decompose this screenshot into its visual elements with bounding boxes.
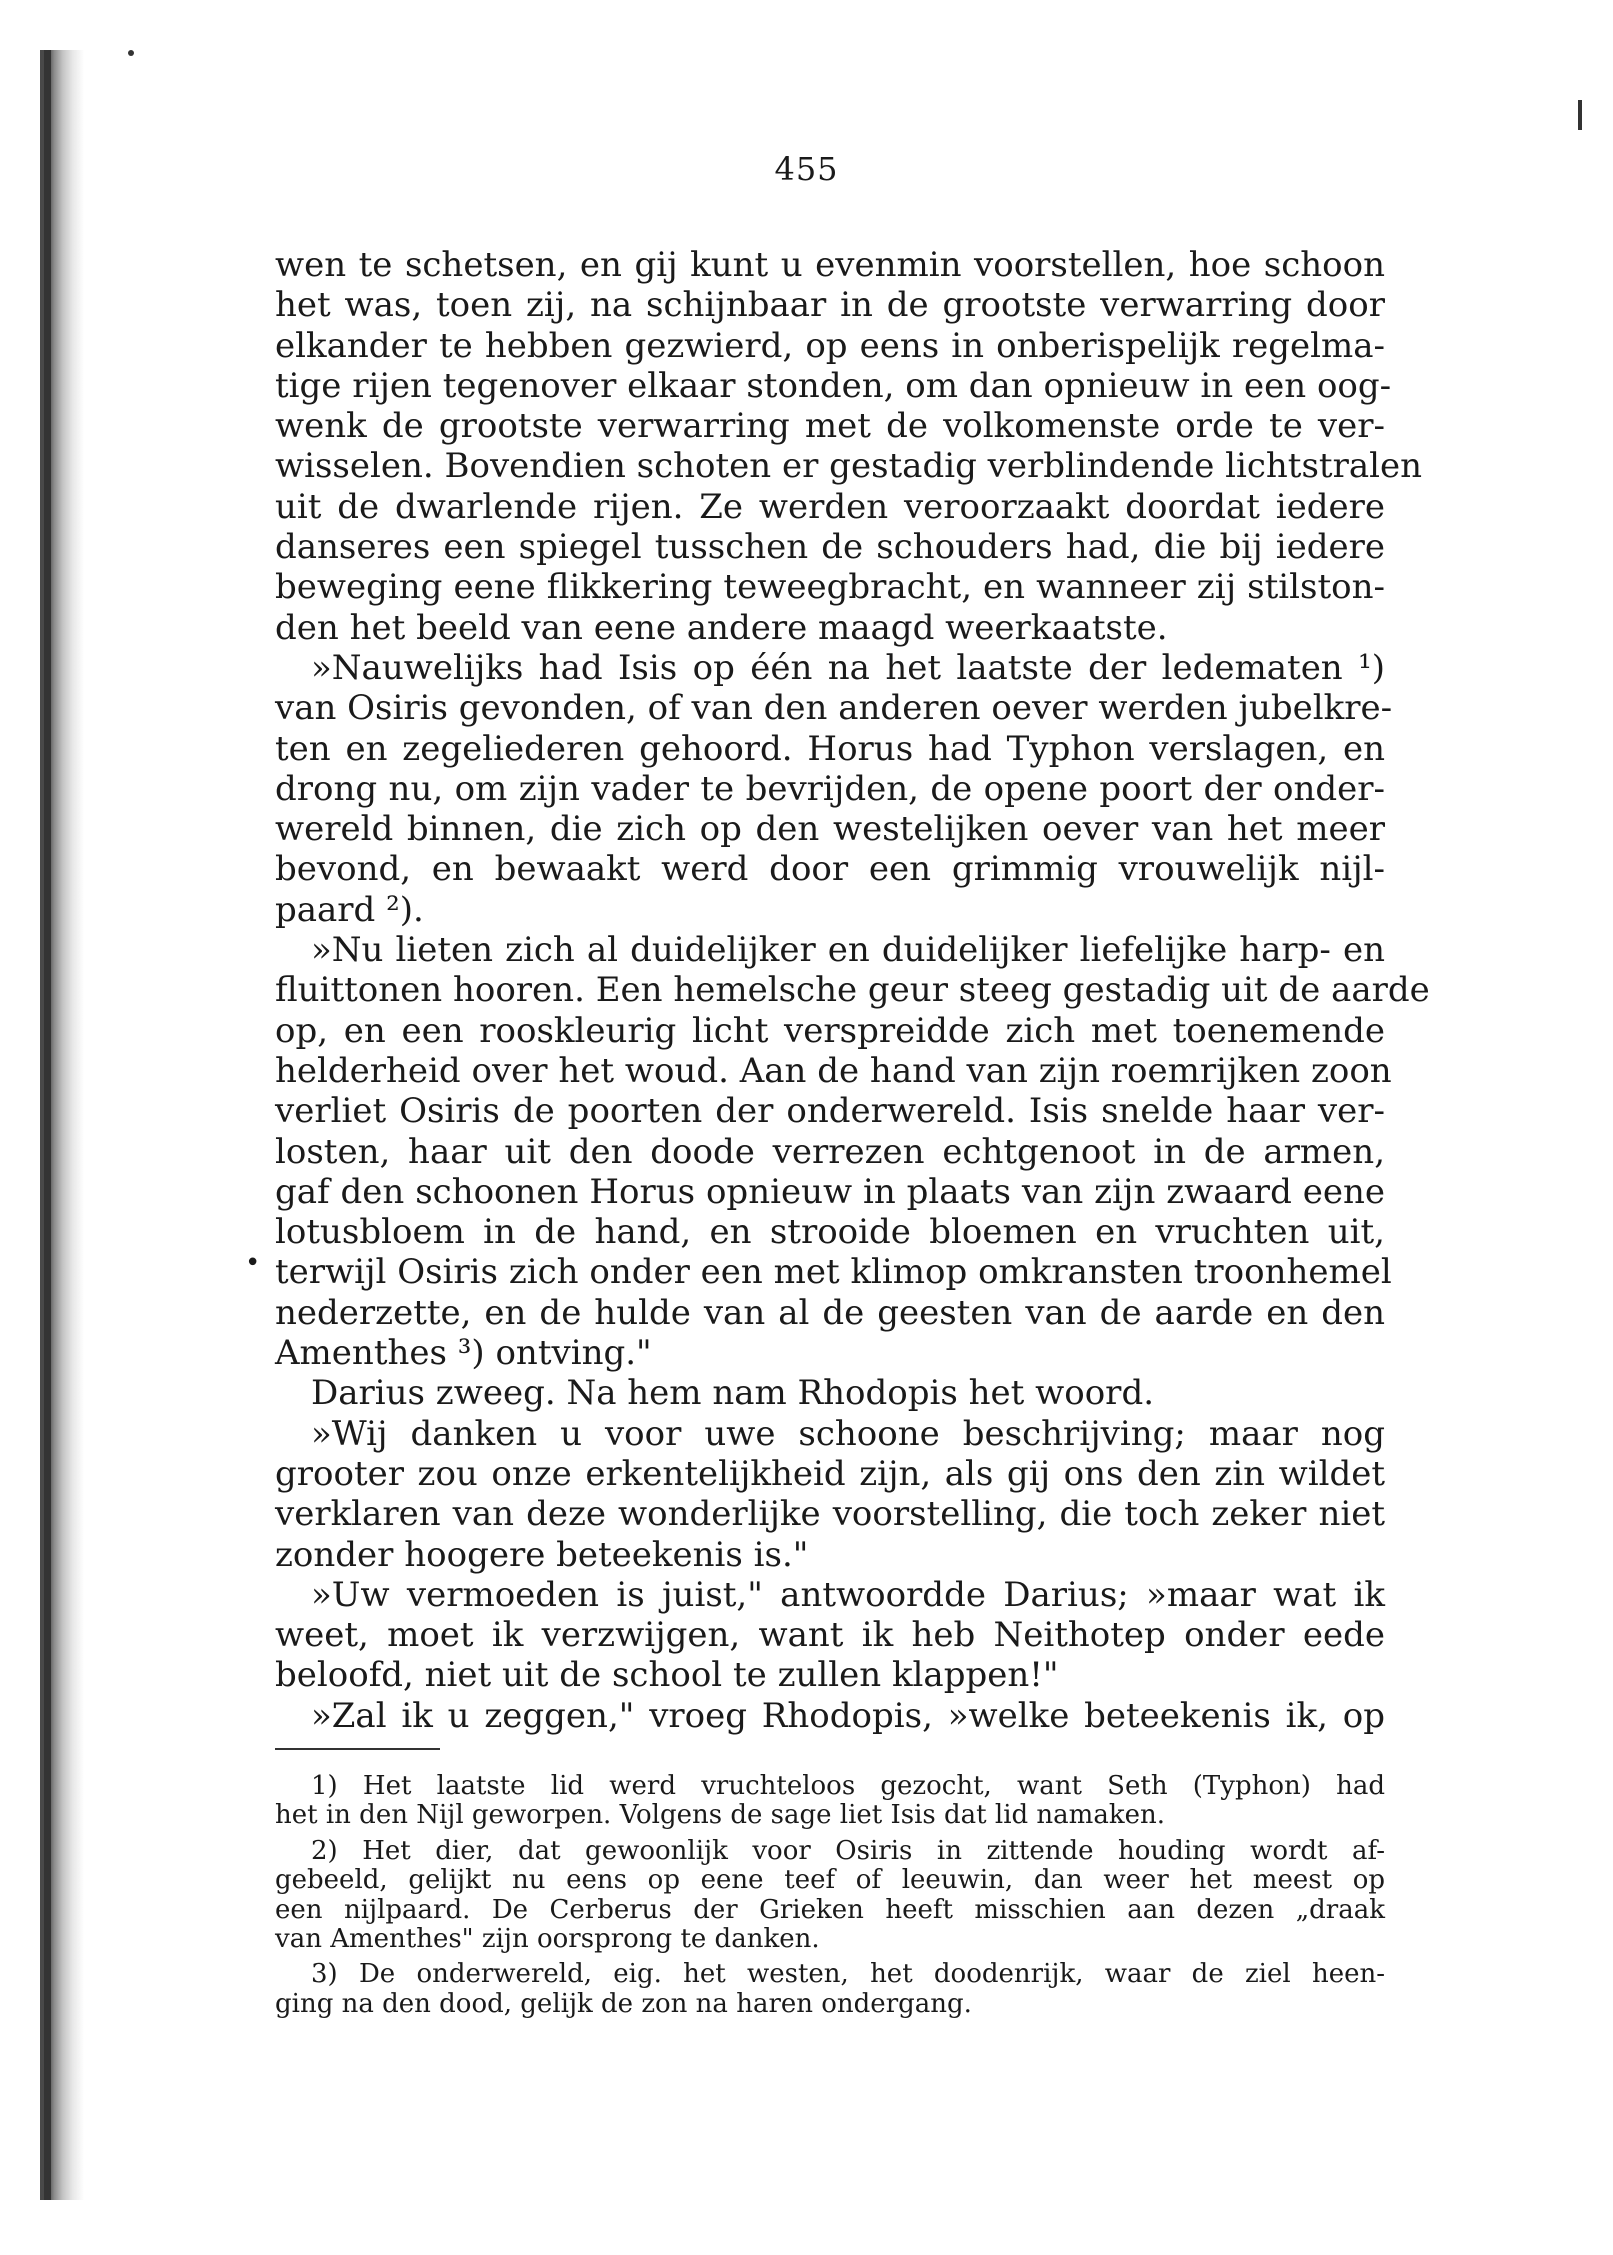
footnote-line: 3) De onderwereld, eig. het westen, het doodenrijk, waar de ziel heen- (311, 1959, 1385, 1990)
text-line: »Nu lieten zich al duidelijker en duidelijker liefelijke harp- en (311, 930, 1385, 971)
text-line: tige rijen tegenover elkaar stonden, om dan opnieuw in een oog- (275, 365, 1392, 406)
footnote-line: het in den Nijl geworpen. Volgens de sage liet Isis dat lid namaken. (275, 1800, 1165, 1831)
text-line: wisselen. Bovendien schoten er gestadig verblindende lichtstralen (275, 446, 1423, 487)
text-line: ten en zegeliederen gehoord. Horus had Typhon verslagen, en (275, 728, 1385, 769)
text-line: wereld binnen, die zich op den westelijken oever van het meer (275, 809, 1385, 850)
text-line: bevond, en bewaakt werd door een grimmig vrouwelijk nijl- (275, 849, 1385, 890)
text-line: drong nu, om zijn vader te bevrijden, de opene poort der onder- (275, 768, 1385, 809)
margin-bullet: • (245, 1248, 261, 1278)
text-line: grooter zou onze erkentelijkheid zijn, als gij ons den zin wildet (275, 1453, 1385, 1494)
body-text (275, 245, 1430, 1736)
footnote-2 (275, 1837, 1385, 1955)
footnotes (275, 1772, 1385, 2019)
footnote-line: gebeeld, gelijkt nu eens op eene teef of leeuwin, dan weer het meest op (275, 1865, 1385, 1896)
footnote-1 (275, 1772, 1385, 1831)
text-line: verklaren van deze wonderlijke voorstelling, die toch zeker niet (275, 1494, 1385, 1535)
footnote-3 (275, 1960, 1385, 2019)
binding-edge (40, 50, 84, 2200)
text-line: fluittonen hooren. Een hemelsche geur steeg gestadig uit de aarde (275, 970, 1430, 1011)
text-line: beweging eene flikkering teweegbracht, en wanneer zij stilston- (275, 567, 1385, 608)
text-line: Darius zweeg. Na hem nam Rhodopis het woord. (311, 1373, 1155, 1414)
text-line: elkander te hebben gezwierd, op eens in onberispelijk regelma- (275, 325, 1385, 366)
footnote-line: ging na den dood, gelijk de zon na haren ondergang. (275, 1988, 972, 2019)
text-line: »Uw vermoeden is juist," antwoordde Darius; »maar wat ik (311, 1574, 1385, 1615)
text-line: uit de dwarlende rijen. Ze werden veroorzaakt doordat iedere (275, 486, 1385, 527)
text-line: »Zal ik u zeggen," vroeg Rhodopis, »welke beteekenis ik, op (311, 1695, 1385, 1736)
text-line: beloofd, niet uit de school te zullen klappen!" (275, 1655, 1059, 1696)
footnote-line: van Amenthes" zijn oorsprong te danken. (275, 1923, 820, 1954)
text-line: Amenthes ³) ontving." (275, 1333, 652, 1374)
text-line: paard ²). (275, 889, 424, 930)
text-line: »Nauwelijks had Isis op één na het laatste der ledematen ¹) (311, 647, 1385, 688)
text-line: gaf den schoonen Horus opnieuw in plaats van zijn zwaard eene (275, 1171, 1385, 1212)
text-line: wenk de grootste verwarring met de volkomenste orde te ver- (275, 406, 1385, 447)
footnote-line: 2) Het dier, dat gewoonlijk voor Osiris in zittende houding wordt af- (311, 1835, 1385, 1866)
text-line: »Wij danken u voor uwe schoone beschrijving; maar nog (311, 1413, 1385, 1454)
footnote-line: 1) Het laatste lid werd vruchteloos gezocht, want Seth (Typhon) had (311, 1771, 1385, 1801)
text-line: weet, moet ik verzwijgen, want ik heb Neithotep onder eede (275, 1615, 1385, 1656)
page-number: 455 (774, 150, 839, 188)
text-line: zonder hoogere beteekenis is." (275, 1534, 809, 1575)
text-line: wen te schetsen, en gij kunt u evenmin voorstellen, hoe schoon (275, 245, 1385, 285)
text-line: den het beeld van eene andere maagd weerkaatste. (275, 607, 1168, 648)
text-line: van Osiris gevonden, of van den anderen oever werden jubelkre- (275, 688, 1393, 729)
text-line: nederzette, en de hulde van al de geesten van de aarde en den (275, 1292, 1385, 1333)
footnote-rule (275, 1748, 440, 1750)
footnote-line: een nijlpaard. De Cerberus der Grieken heeft misschien aan dezen „draak (275, 1894, 1385, 1925)
scan-speck (128, 50, 134, 56)
text-line: het was, toen zij, na schijnbaar in de grootste verwarring door (275, 285, 1385, 326)
text-line: op, en een rooskleurig licht verspreidde zich met toenemende (275, 1010, 1385, 1051)
text-line: helderheid over het woud. Aan de hand van zijn roemrijken zoon (275, 1050, 1392, 1091)
scan-mark (1578, 100, 1582, 130)
text-line: danseres een spiegel tusschen de schouders had, die bij iedere (275, 527, 1385, 568)
text-line: lotusbloem in de hand, en strooide bloemen en vruchten uit, (275, 1212, 1385, 1253)
text-line: terwijl Osiris zich onder een met klimop omkransten troonhemel (275, 1252, 1392, 1293)
text-line: losten, haar uit den doode verrezen echtgenoot in de armen, (275, 1131, 1385, 1172)
text-line: verliet Osiris de poorten der onderwereld. Isis snelde haar ver- (275, 1091, 1385, 1132)
